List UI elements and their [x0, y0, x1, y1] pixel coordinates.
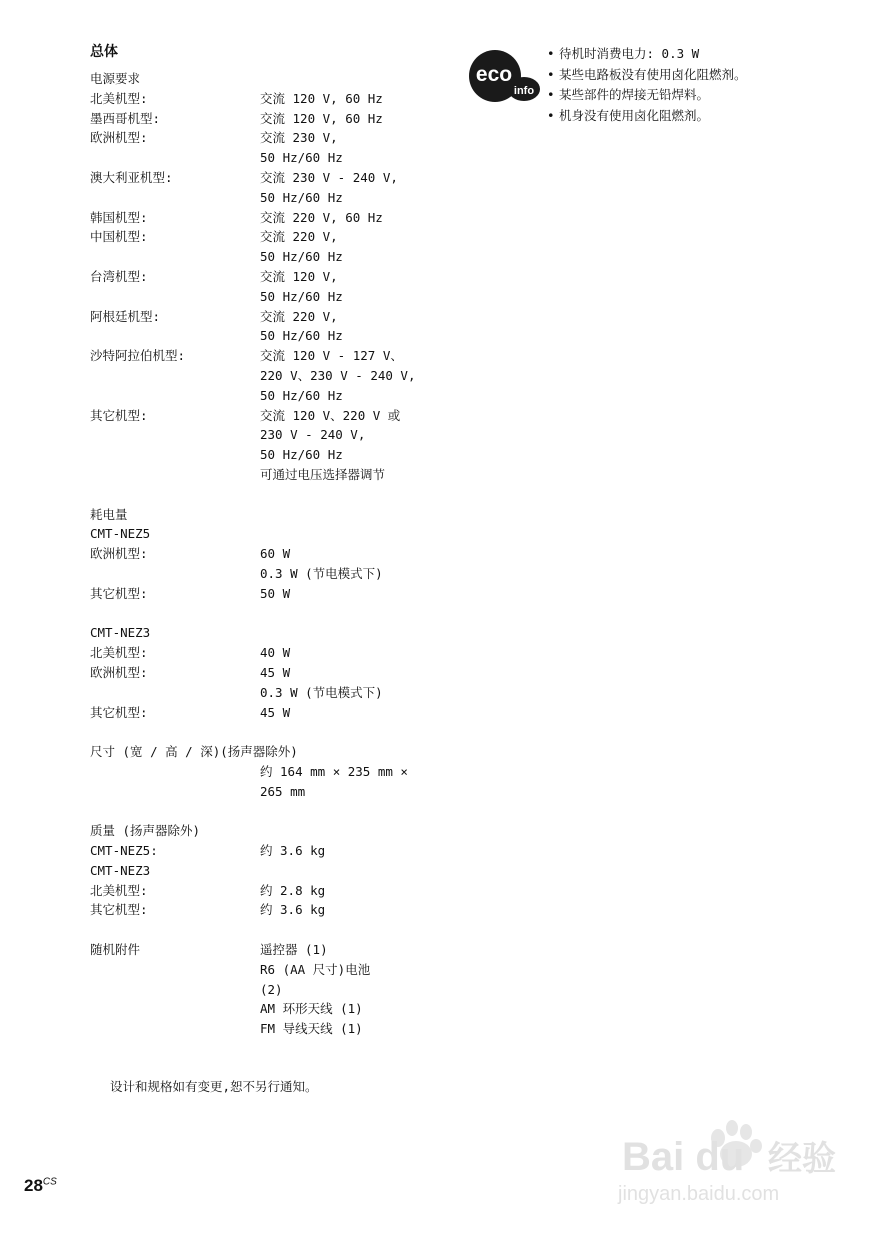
spec-label: CMT-NEZ5: [90, 526, 151, 542]
spec-label: 欧洲机型:: [90, 664, 148, 680]
spec-value: 约 164 mm × 235 mm ×: [260, 763, 408, 779]
bullet-dot-icon: •: [547, 46, 555, 61]
spec-row: [90, 999, 470, 1019]
spec-row: [90, 584, 470, 604]
bullet-dot-icon: •: [547, 87, 555, 102]
spec-value: 230 V - 240 V,: [260, 427, 366, 443]
spec-row: [90, 148, 470, 168]
spec-row: [90, 544, 470, 564]
spec-value: FM 导线天线 (1): [260, 1021, 363, 1037]
spec-value: 50 Hz/60 Hz: [260, 249, 343, 265]
spec-label: 沙特阿拉伯机型:: [90, 348, 186, 364]
spec-row: [90, 722, 470, 742]
spec-value: 60 W: [260, 546, 291, 562]
page-number: [24, 1176, 57, 1196]
spec-value: 交流 220 V,: [260, 229, 338, 245]
spec-value: 交流 120 V, 60 Hz: [260, 110, 383, 126]
watermark-url: jingyan.baidu.com: [618, 1183, 780, 1205]
spec-row: [90, 227, 470, 247]
spec-label: 北美机型:: [90, 645, 148, 661]
spec-row: [90, 168, 470, 188]
spec-label: 台湾机型:: [90, 268, 148, 284]
spec-value: 50 Hz/60 Hz: [260, 288, 343, 304]
spec-label: 耗电量: [90, 506, 128, 522]
spec-row: [90, 703, 470, 723]
footer-note: 设计和规格如有变更,恕不另行通知。: [110, 1079, 318, 1094]
spec-row: [90, 762, 470, 782]
eco-bullet-text: 机身没有使用卤化阻燃剂。: [559, 107, 710, 123]
spec-row: [90, 208, 470, 228]
spec-value: R6 (AA 尺寸)电池: [260, 961, 371, 977]
spec-row: [90, 881, 470, 901]
spec-value: 0.3 W (节电模式下): [260, 684, 383, 700]
spec-value: 50 Hz/60 Hz: [260, 150, 343, 166]
spec-row: [90, 188, 470, 208]
spec-row: [90, 782, 470, 802]
spec-row: [90, 406, 470, 426]
spec-row: [90, 604, 470, 624]
section-title: 总体: [90, 44, 118, 60]
spec-value: 220 V、230 V - 240 V,: [260, 367, 416, 383]
page-number-value: 28: [24, 1176, 43, 1195]
watermark-brand: Bai du: [622, 1135, 745, 1179]
spec-label: 其它机型:: [90, 407, 148, 423]
spec-row: [90, 564, 470, 584]
spec-row: [90, 643, 470, 663]
spec-label: 墨西哥机型:: [90, 110, 161, 126]
eco-logo-word: eco: [475, 63, 513, 86]
spec-row: [90, 109, 470, 129]
spec-label: 质量 (扬声器除外): [90, 823, 201, 839]
spec-label: CMT-NEZ5:: [90, 843, 158, 859]
spec-row: [90, 346, 470, 366]
spec-row: [90, 128, 470, 148]
spec-value: 0.3 W (节电模式下): [260, 565, 383, 581]
spec-value: 50 Hz/60 Hz: [260, 387, 343, 403]
bullet-dot-icon: •: [547, 107, 555, 123]
spec-row: [90, 505, 470, 525]
spec-row: [90, 663, 470, 683]
spec-label: 其它机型:: [90, 902, 148, 918]
spec-value: 45 W: [260, 704, 291, 720]
spec-value: 50 Hz/60 Hz: [260, 328, 343, 344]
spec-value: 约 3.6 kg: [260, 843, 326, 859]
spec-value: 交流 230 V,: [260, 130, 338, 146]
spec-row: [90, 683, 470, 703]
spec-value: 交流 120 V、220 V 或: [260, 407, 401, 423]
spec-row: [90, 524, 470, 544]
spec-label: 澳大利亚机型:: [90, 169, 173, 185]
spec-row: [90, 485, 470, 505]
spec-row: [90, 1019, 470, 1039]
spec-value: (2): [260, 981, 283, 997]
spec-row: [90, 69, 470, 89]
spec-row: [90, 742, 470, 762]
spec-label: 中国机型:: [90, 229, 148, 245]
spec-row: [90, 247, 470, 267]
spec-value: 50 Hz/60 Hz: [260, 189, 343, 205]
spec-row: [90, 940, 470, 960]
spec-row: [90, 861, 470, 881]
spec-value: 50 Hz/60 Hz: [260, 447, 343, 463]
spec-row: [90, 841, 470, 861]
spec-value: 265 mm: [260, 783, 306, 799]
spec-value: 可通过电压选择器调节: [260, 466, 386, 482]
spec-row: [90, 366, 470, 386]
spec-row: [90, 623, 470, 643]
spec-row: [90, 326, 470, 346]
eco-logo-sub: info: [513, 85, 535, 97]
spec-list: [90, 69, 470, 1039]
spec-row: [90, 307, 470, 327]
eco-bullet-item: [547, 85, 747, 106]
spec-label: 韩国机型:: [90, 209, 148, 225]
baidu-jingyan-watermark: [610, 1108, 845, 1208]
spec-label: 尺寸 (宽 / 高 / 深)(扬声器除外): [90, 744, 298, 760]
spec-label: 随机附件: [90, 942, 141, 958]
spec-label: 欧洲机型:: [90, 130, 148, 146]
spec-label: CMT-NEZ3: [90, 625, 151, 641]
spec-value: 交流 120 V,: [260, 268, 338, 284]
eco-bullet-text: 某些部件的焊接无铅焊料。: [559, 87, 710, 102]
eco-bullet-item: [547, 65, 747, 86]
spec-value: 40 W: [260, 645, 291, 661]
spec-row: [90, 801, 470, 821]
eco-bullet-item: [547, 106, 747, 127]
spec-row: [90, 900, 470, 920]
spec-label: 其它机型:: [90, 704, 148, 720]
spec-label: 北美机型:: [90, 90, 148, 106]
spec-row: [90, 960, 470, 980]
spec-value: 交流 220 V, 60 Hz: [260, 209, 383, 225]
spec-value: 遥控器 (1): [260, 942, 328, 958]
spec-row: [90, 386, 470, 406]
bullet-dot-icon: •: [547, 66, 555, 82]
spec-value: AM 环形天线 (1): [260, 1001, 363, 1017]
spec-row: [90, 980, 470, 1000]
spec-row: [90, 465, 470, 485]
spec-value: 交流 120 V - 127 V、: [260, 348, 403, 364]
spec-value: 交流 120 V, 60 Hz: [260, 90, 383, 106]
spec-label: 电源要求: [90, 71, 141, 86]
spec-label: 阿根廷机型:: [90, 308, 161, 324]
eco-bullet-item: [547, 44, 747, 65]
spec-label: 其它机型:: [90, 585, 148, 601]
spec-row: [90, 267, 470, 287]
spec-value: 交流 230 V - 240 V,: [260, 169, 398, 185]
eco-bullet-text: 某些电路板没有使用卤化阻燃剂。: [559, 66, 747, 82]
spec-label: 欧洲机型:: [90, 546, 148, 562]
spec-value: 约 2.8 kg: [260, 882, 326, 898]
spec-row: [90, 89, 470, 109]
spec-label: 北美机型:: [90, 882, 148, 898]
watermark-chinese: 经验: [768, 1140, 836, 1178]
spec-value: 交流 220 V,: [260, 308, 338, 324]
spec-row: [90, 287, 470, 307]
eco-bullet-text: 待机时消费电力: 0.3 W: [559, 46, 700, 61]
page-number-suffix: CS: [42, 1176, 57, 1188]
spec-value: 约 3.6 kg: [260, 902, 326, 918]
spec-row: [90, 445, 470, 465]
spec-label: CMT-NEZ3: [90, 862, 151, 878]
spec-value: 45 W: [260, 664, 291, 680]
spec-row: [90, 920, 470, 940]
spec-row: [90, 425, 470, 445]
eco-info-logo: [469, 47, 541, 105]
spec-value: 50 W: [260, 585, 291, 601]
spec-row: [90, 821, 470, 841]
eco-bullet-list: [547, 44, 747, 126]
